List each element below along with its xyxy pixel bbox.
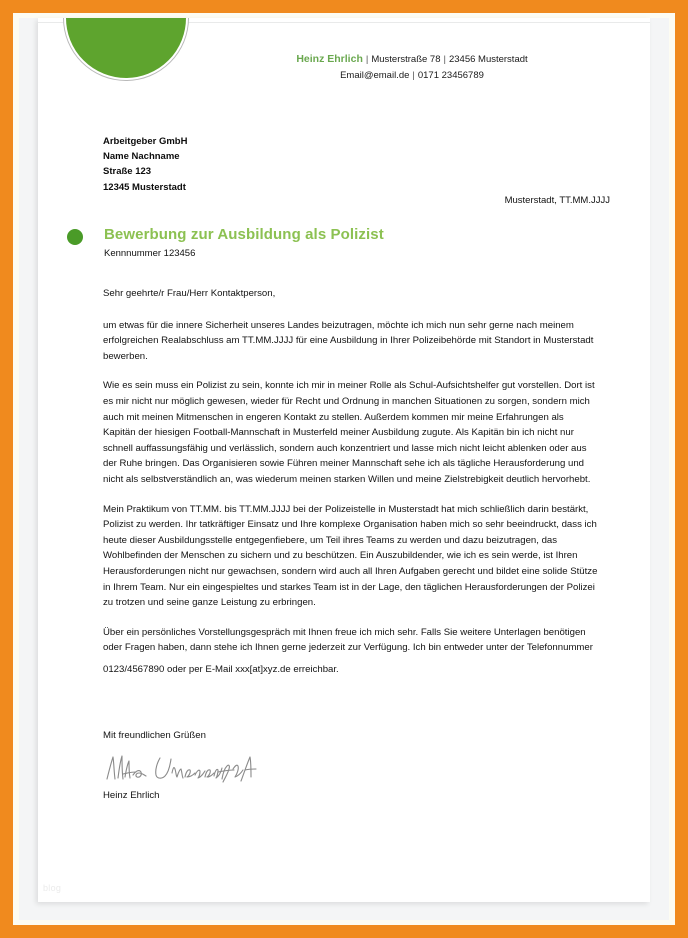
letterhead [38,18,650,98]
separator-3: | [412,70,415,81]
sender-contact-block [188,51,636,84]
sender-contact-line-2 [188,68,636,84]
separator-1: | [365,54,369,65]
body-paragraph-2: Wie es sein muss ein Polizist zu sein, konnte ich mir in meiner Rolle als Schul-Aufsichtshelfer gut vorstellen. Dort ist es mir nicht nur möglich gewesen, wieder für Recht und Ordnung in manchen Situationen zu sorgen, sondern mich auch mit meinen Mitmenschen in engeren Kontakt zu stellen. Außerdem kommen mir meine Erfahrungen als Kapitän der hiesigen Football-Mannschaft in Musterfeld meiner Ausbildung zugute. Als Kapitän bin ich nicht nur schnell auffassungsfähig und verlässlich, sondern auch konzentriert und lasse mich nicht leicht ablenken oder aus der Ruhe bringen. Das Organisieren sowie Führen meiner Mannschaft sehe ich als tägliche Herausforderung und nicht als selbstverständlich an, was wiederum meinen starken Willen und meine Zielstrebigkeit deutlich hervorhebt. [103,380,595,485]
recipient-address-block [103,134,187,195]
sender-name: Heinz Ehrlich [296,53,363,65]
letter-sheet [38,18,650,902]
subject-row [67,226,627,266]
sender-phone: 0171 23456789 [417,70,484,81]
subject-title: Bewerbung zur Ausbildung als Polizist [104,226,384,243]
recipient-contact: Name Nachname [103,151,180,163]
subject-reference-number: Kennnummer 123456 [104,248,196,259]
signature-block [103,730,403,801]
watermark-text: blog [43,883,62,893]
closing-greeting: Mit freundlichen Grüßen [103,730,206,741]
recipient-city: 12345 Musterstadt [103,181,186,193]
recipient-company: Arbeitgeber GmbH [103,136,188,147]
sender-city: 23456 Musterstadt [448,54,528,65]
green-bullet-icon [67,229,83,245]
letter-body [103,286,598,691]
salutation: Sehr geehrte/r Frau/Herr Kontaktperson, [103,288,276,299]
place-and-date: Musterstadt, TT.MM.JJJJ [504,195,610,206]
sender-email[interactable]: Email@email.de [340,70,410,81]
separator-2: | [443,54,446,65]
handwritten-signature-icon [105,753,257,783]
body-paragraph-3: Mein Praktikum von TT.MM. bis TT.MM.JJJJ bei der Polizeistelle in Musterstadt hat mich schließlich darin bestärkt, Polizist zu werden. Ihr tatkräftiger Einsatz und Ihre komplexe Organisation haben mich so sehr beeindruckt, dass ich heute dieser Ausbildungsstelle entgegenfiebere, um Teil ihres Teams zu werden und dazu beizutragen, das Wohlbefinden der Menschen zu sichern und zu beschützen. Ein Auszubildender, wie ich es sein werde, ist Ihren Herausforderungen nicht nur gewachsen, sondern wird auch all Ihren Aufgaben gerecht und bildet eine solide Stütze in Ihrem Team. Nur ein eingespieltes und starkes Team ist in der Lage, den täglichen Herausforderungen der Polizei zu trotzen und seine ganze Leistung zu erbringen. [103,503,598,609]
recipient-street: Straße 123 [103,166,152,178]
sender-street: Musterstraße 78 [371,54,441,65]
body-paragraph-4: Über ein persönliches Vorstellungsgespräch mit Ihnen freue ich mich sehr. Falls Sie weitere Unterlagen benötigen oder Fragen haben, dann stehe ich Ihnen gerne jederzeit zur Verfügung. Ich bin entweder unter der Telefonnummer [103,626,593,654]
body-paragraph-5: 0123/4567890 oder per E-Mail xxx[at]xyz.de erreichbar. [103,663,339,675]
green-circle-logo [64,18,188,80]
sender-contact-line-1 [188,51,636,68]
body-paragraph-1: um etwas für die innere Sicherheit unseres Landes beizutragen, möchte ich mich nun sehr gerne nach meinem erfolgreichen Realabschluss am TT.MM.JJJJ für eine Ausbildung in Ihrer Polizeibehörde mit Standort in Musterstadt bewerben. [103,319,594,362]
signature-name: Heinz Ehrlich [103,790,160,801]
